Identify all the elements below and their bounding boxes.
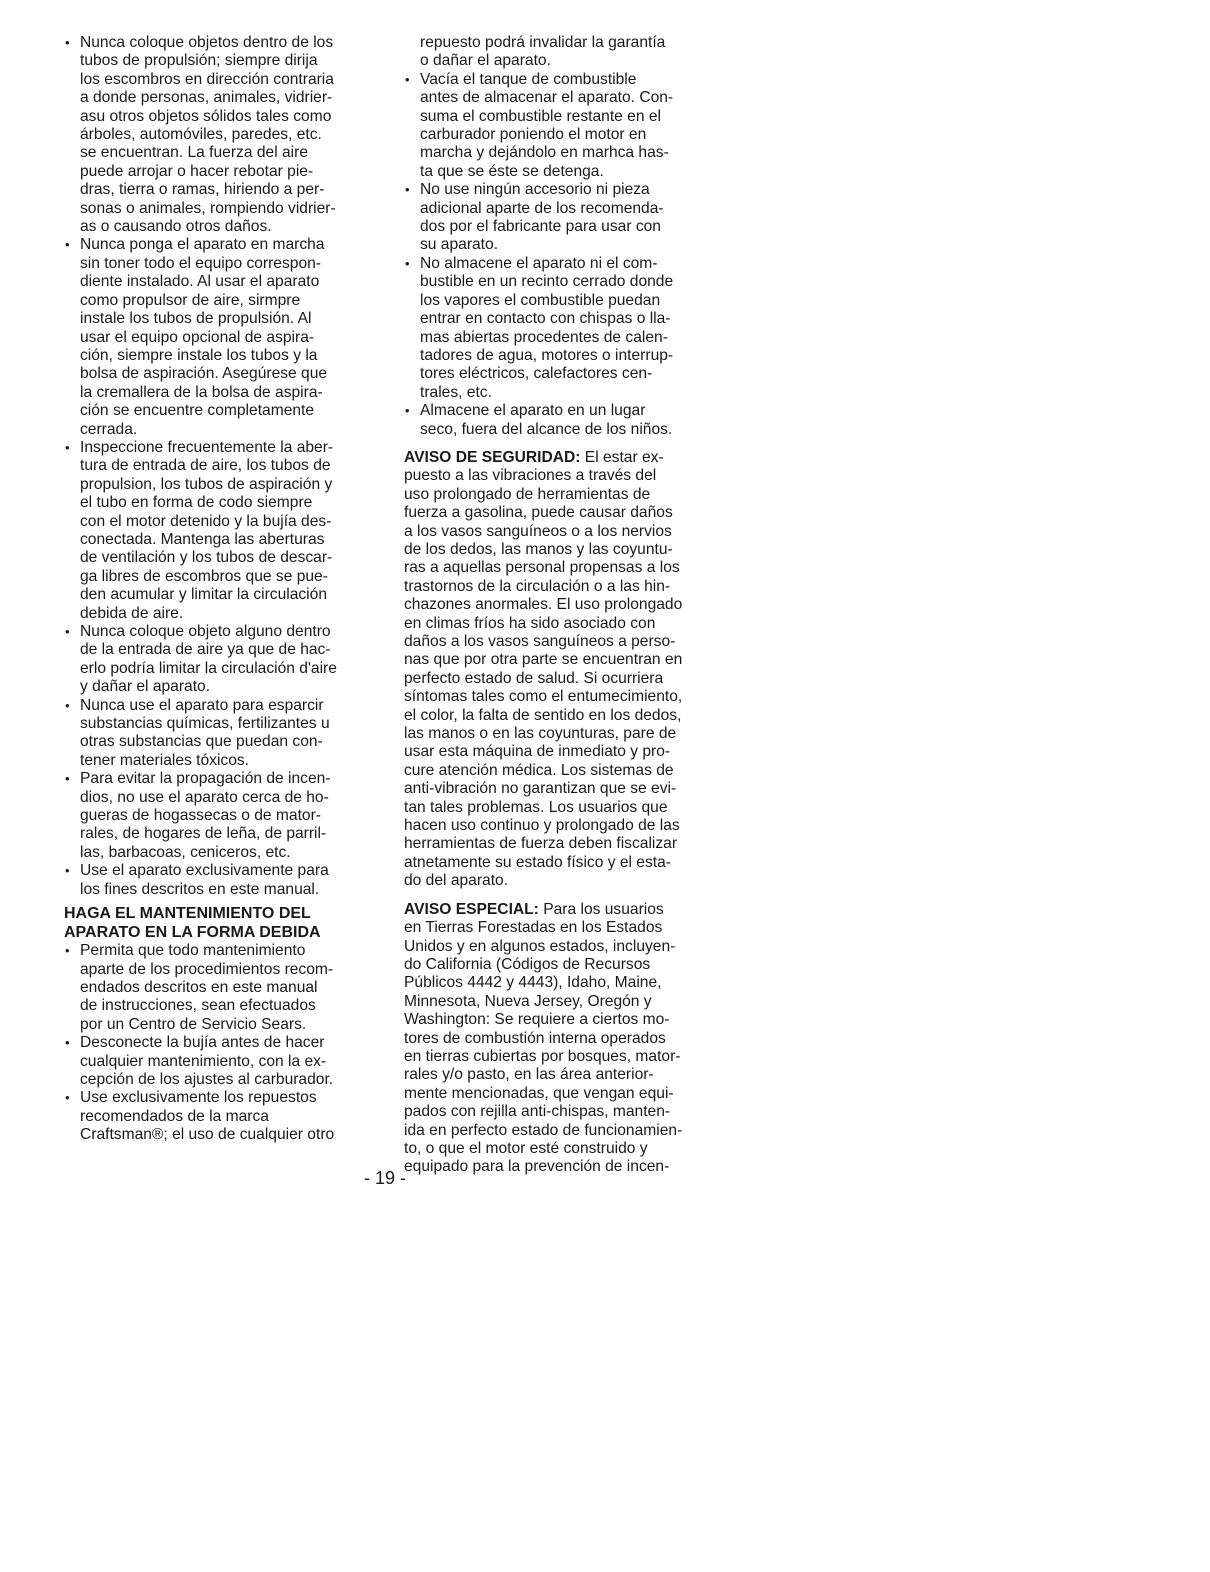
text-line: tores de combustión interna operados [404,1029,666,1047]
text-line: el tubo en forma de codo siempre [80,494,313,512]
bullet-item [64,1089,382,1144]
text-line: • Nunca coloque objeto alguno dentro [80,623,331,640]
text-line: a los vasos sanguíneos o a los nervios [404,522,672,540]
text-line: chazones anormales. El uso prolongado [404,596,683,614]
text-line: fuerza a gasolina, puede causar daños [404,504,673,522]
text-line: • Use el aparato exclusivamente para [80,862,329,880]
text-line: de los dedos, las manos y las coyuntu- [404,540,673,558]
bullet-item [64,439,382,623]
text-line: y dañar el aparato. [80,678,211,696]
text-line: gueras de hogassecas o de mator- [80,807,321,825]
text-line: equipado para la prevención de incen- [404,1158,670,1176]
text-line: Unidos y en algunos estados, incluyen- [404,937,676,955]
text-line: antes de almacenar el aparato. Con- [420,89,674,107]
right-bullet-list [404,71,722,439]
bullet-item [404,255,722,402]
text-line: nas que por otra parte se encuentran en [404,651,683,669]
text-line: • No use ningún accesorio ni pieza [420,181,650,199]
bullet-item [64,697,382,771]
text-line: tura de entrada de aire, los tubos de [80,457,331,475]
text-line: substancias químicas, fertilizantes u [80,715,330,733]
text-line: tubos de propulsión; siempre dirija [80,52,318,70]
text-line: endados descritos en este manual [80,978,318,996]
text-line: tores eléctricos, calefactores cen- [420,365,653,383]
maintenance-bullet-list [64,942,382,1144]
bullet-item [64,236,382,438]
text-line: en Tierras Forestadas en los Estados [404,919,663,937]
page-number: - 19 - [363,1168,406,1188]
text-line: a donde personas, animales, vidrier- [80,89,333,107]
text-line: • Vacía el tanque de combustible [420,70,637,88]
text-line: propulsion, los tubos de aspiración y [80,475,333,493]
text-line: cepción de los ajustes al carburador. [80,1070,334,1088]
text-line: cerrada. [80,420,138,438]
left-bullet-list [64,34,382,899]
text-line: los escombros en dirección contraria [80,70,334,88]
text-line: de instrucciones, sean efectuados [80,997,316,1015]
text-line: como propulsor de aire, sirmpre [80,291,301,309]
special-notice-label: AVISO ESPECIAL: [404,900,539,918]
special-first-line [404,901,722,919]
text-line: ras a aquellas personal propensas a los [404,559,680,577]
text-line: herramientas de fuerza deben fiscalizar [404,835,678,853]
text-line: debida de aire. [80,604,184,622]
text-line: ida en perfecto estado de funcionamien- [404,1121,683,1139]
text-line: seco, fuera del alcance de los niños. [420,420,673,438]
safety-first-text: El estar ex- [580,448,664,466]
text-line: dras, tierra o ramas, hiriendo a per- [80,181,325,199]
text-line: en climas fríos ha sido asociado con [404,614,656,632]
bullet-item [64,942,382,1034]
text-line: rales, de hogares de leña, de parril- [80,825,327,843]
text-line: rales y/o pasto, en las área anterior- [404,1066,654,1084]
text-line: suma el combustible restante en el [420,107,661,125]
text-line: diente instalado. Al usar el aparato [80,273,320,291]
text-line: Washington: Se requiere a ciertos mo- [404,1011,670,1029]
left-column [64,34,382,1145]
text-line: bolsa de aspiración. Asegúrese que [80,365,328,383]
text-line: tener materiales tóxicos. [80,751,250,769]
text-line: sin toner todo el equipo correspon- [80,254,321,272]
text-line: Minnesota, Nueva Jersey, Oregón y [404,992,652,1010]
text-line: uso prolongado de herramientas de [404,485,651,503]
text-line: • Nunca ponga el aparato en marcha [80,236,325,254]
safety-notice [404,449,722,891]
bullet-item [404,181,722,255]
bullet-item [404,402,722,439]
text-line: • No almacene el aparato ni el com- [420,254,658,272]
text-line: atnetamente su estado físico y el esta- [404,853,671,871]
text-line: de ventilación y los tubos de descar- [80,549,333,567]
right-column [404,34,722,1177]
text-line: síntomas tales como el entumecimiento, [404,688,683,706]
text-line: dios, no use el aparato cerca de ho- [80,788,329,806]
text-line: ción, siempre instale los tubos y la [80,346,318,364]
bullet-item [404,71,722,181]
text-line: cualquier mantenimiento, con la ex- [80,1052,327,1070]
text-line: trastornos de la circulación o a las hin- [404,577,671,595]
heading-line: APARATO EN LA FORMA DEBIDA [64,923,321,941]
text-line: • Inspeccione frecuentemente la aber- [80,438,334,456]
text-line: mente mencionadas, que vengan equi- [404,1084,674,1102]
text-line: anti-vibración no garantizan que se evi- [404,780,677,798]
text-line: • Nunca coloque objetos dentro de los [80,34,334,51]
text-line: aparte de los procedimientos recom- [80,960,334,978]
text-line: los fines descritos en este manual. [80,880,320,898]
text-line: tadores de agua, motores o interrup- [420,346,674,364]
text-line: trales, etc. [420,383,492,401]
text-line: adicional aparte de los recomenda- [420,199,664,217]
bullet-item [64,862,382,899]
text-line: carburador poniendo el motor en [420,126,647,144]
text-line: puede arrojar o hacer rebotar pie- [80,162,314,180]
text-line: • Permita que todo mantenimiento [80,942,306,960]
text-line: entrar en contacto con chispas o lla- [420,310,671,328]
bullet-item [64,623,382,697]
text-line: con el motor detenido y la bujía des- [80,512,332,530]
text-line: asu otros objetos sólidos tales como [80,107,332,125]
text-line: usar el equipo opcional de aspira- [80,328,315,346]
text-line: dos por el fabricante para usar con [420,218,661,236]
text-line: la cremallera de la bolsa de aspira- [80,383,323,401]
text-line: • Use exclusivamente los repuestos [80,1089,317,1107]
text-line: hacen uso continuo y prolongado de las [404,817,680,835]
text-line: recomendados de la marca [80,1107,269,1125]
text-line: tan tales problemas. Los usuarios que [404,798,668,816]
continuation-text [404,34,722,71]
text-line: los vapores el combustible puedan [420,291,661,309]
text-line: de la entrada de aire ya que de hac- [80,641,331,659]
text-line: to, o que el motor esté construido y [404,1139,648,1157]
text-line: puesto a las vibraciones a través del [404,467,657,485]
text-line: ga libres de escombros que se pue- [80,567,328,585]
text-line: se encuentran. La fuerza del aire [80,144,308,162]
text-line: • Para evitar la propagación de incen- [80,770,331,788]
text-line: en tierras cubiertas por bosques, mator- [404,1047,681,1065]
text-line: daños a los vasos sanguíneos a perso- [404,633,676,650]
text-line: bustible en un recinto cerrado donde [420,273,674,291]
text-line: cure atención médica. Los sistemas de [404,761,674,779]
text-line: as o causando otros daños. [80,218,272,236]
text-line: otras substancias que puedan con- [80,733,323,751]
text-line: por un Centro de Servicio Sears. [80,1015,307,1033]
bullet-item [64,770,382,862]
text-line: su aparato. [420,236,499,254]
text-line: erlo podría limitar la circulación d'aire [80,659,337,677]
text-line: las, barbacoas, ceniceros, etc. [80,843,291,861]
text-line: las manos o en las coyunturas, pare de [404,725,677,743]
text-line: instale los tubos de propulsión. Al [80,310,312,328]
text-line: den acumular y limitar la circulación [80,586,327,604]
text-line: perfecto estado de salud. Si ocurriera [404,669,664,687]
text-line: árboles, automóviles, paredes, etc. [80,126,322,144]
bullet-item [64,1034,382,1089]
text-line: sonas o animales, rompiendo vidrier- [80,199,336,217]
text-line: marcha y dejándolo en marhca has- [420,144,669,162]
text-line: ta que se éste se detenga. [420,162,604,180]
text-line: do California (Códigos de Recursos [404,955,651,973]
text-line: do del aparato. [404,872,509,890]
text-line: ción se encuentre completamente [80,402,315,420]
text-line: • Nunca use el aparato para esparcir [80,696,324,714]
text-line: mas abiertas procedentes de calen- [420,328,668,346]
text-line: pados con rejilla anti-chispas, manten- [404,1103,671,1121]
text-line: Craftsman®; el uso de cualquier otro [80,1126,335,1144]
special-first-text: Para los usuarios [538,900,664,918]
text-line: usar esta máquina de inmediato y pro- [404,743,671,761]
text-line: el color, la falta de sentido en los dedos, [404,706,682,724]
heading-line: HAGA EL MANTENIMIENTO DEL [64,905,311,923]
text-line: • Desconecte la bujía antes de hacer [80,1034,325,1052]
safety-notice-label: AVISO DE SEGURIDAD: [404,448,581,466]
safety-first-line [404,449,722,467]
special-notice [404,901,722,1177]
text-line: repuesto podrá invalidar la garantía [420,34,666,51]
bullet-item [64,34,382,236]
text-line: • Almacene el aparato en un lugar [420,402,646,420]
text-line: o dañar el aparato. [420,52,551,70]
text-line: Públicos 4442 y 4443), Idaho, Maine, [404,974,662,992]
maintenance-heading [64,905,382,942]
text-line: conectada. Mantenga las aberturas [80,530,325,548]
